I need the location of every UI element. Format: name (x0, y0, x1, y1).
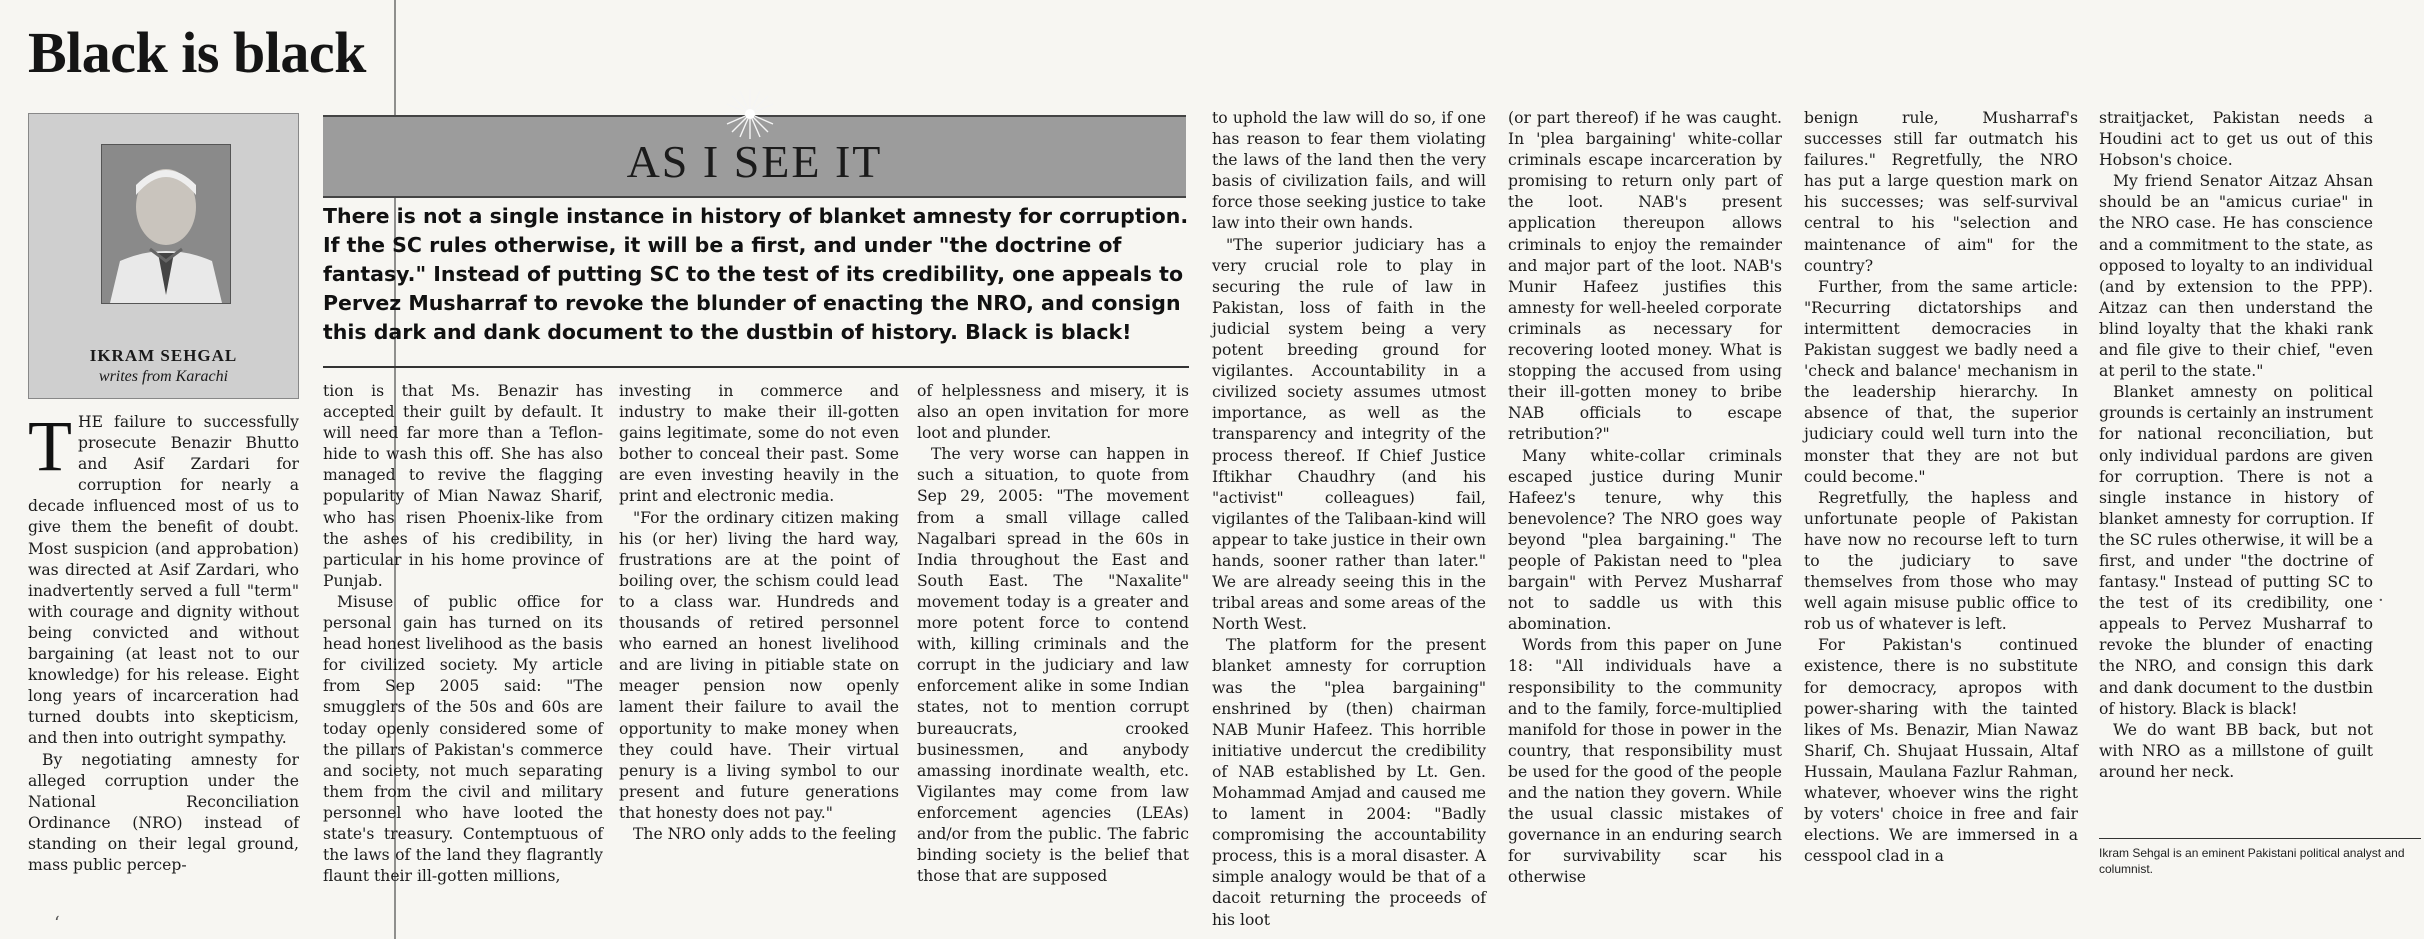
paragraph: Regretfully, the hapless and unfortunate people of Pakistan have now no recourse left to turn to the judiciary to save themselves from those who may well again misuse public office to rob us of whatever is left. (1804, 488, 2078, 634)
author-location: writes from Karachi (98, 368, 229, 385)
paragraph: "For the ordinary citizen making his (or her) living the hard way, frustrations are at the point of boiling over, the schism could lead to a class war. Hundreds and thousands of retired personnel who earned an honest livelihood and are living in pitiable state on meager pension now openly lament their failure to avail the opportunity to make money when they could have. Their virtual penury is a living symbol to our present and future generations that honesty does not pay." (619, 508, 899, 822)
paragraph: of helplessness and misery, it is also an open invitation for more loot and plunder. (917, 382, 1189, 443)
author-name: IKRAM SEHGAL (89, 346, 238, 365)
paragraph: "The superior judiciary has a very crucial role to play in securing the rule of law in Pakistan, loss of faith in the judicial system being a very potent breeding ground for vigilantes. Accountability in a civilized society assumes utmost importance, as well as the transparency and integrity of the process thereof. If Chief Justice Iftikhar Chaudhry (and his "activist" colleagues) fail, vigilantes of the Talibaan-kind will appear to take justice in their own hands, sooner rather than later." We are already seeing this in the tribal areas and some areas of the North West. (1212, 235, 1486, 634)
paragraph: to uphold the law will do so, if one has reason to fear them violating the laws of the land then the very basis of civilization fails, and will force those seeking justice to take law into their own hands. (1212, 109, 1486, 233)
paragraph: Further, from the same article: "Recurring dictatorships and intermittent democracies in Pakistan suggest we badly need a 'check and balance' mechanism in the leadership hierarchy. In absence of that, the superior judiciary could well turn into the monster that they are not but could become." (1804, 277, 2078, 486)
paragraph: Misuse of public office for personal gain has turned on its head honest livelihood as the basis for civilized society. My article from Sep 2005 said: "The smugglers of the 50s and 60s are today openly considered some of the pillars of Pakistan's commerce and society, not much separating them from the civil and military personnel who have looted the state's treasury. Contemptuous of the laws of the land they flagrantly flaunt their ill-gotten millions, (323, 592, 603, 886)
paragraph: investing in commerce and industry to make their ill-gotten gains legitimate, some do not even bother to conceal their past. Some are even investing heavily in the print and electronic media. (619, 382, 899, 506)
paragraph: benign rule, Musharraf's successes still far outmatch his failures." Regretfully, the NRO has put a large question mark on his successes; was self-survival central to his "selection and maintenance of aim" for the country? (1804, 109, 2078, 275)
paragraph: tion is that Ms. Benazir has accepted their guilt by default. It will need far more than a Teflon-hide to wash this off. She has also managed to revive the flagging popularity of Mian Nawaz Sharif, who has risen Phoenix-like from the ashes of his credibility, in particular in his home province of Punjab. (323, 382, 603, 590)
paragraph: straitjacket, Pakistan needs a Houdini act to get us out of this Hobson's choice. (2099, 109, 2373, 170)
portrait-image (102, 145, 230, 303)
article-column-3 (619, 381, 899, 845)
article-column-6 (1508, 108, 1782, 888)
paragraph: For Pakistan's continued existence, there is no substitute for democracy, apropos with power-sharing with the tainted likes of Ms. Benazir, Mian Nawaz Sharif, Ch. Shujaat Hussain, Altaf Hussain, Maulana Fazlur Rahman, whatever, whoever wins the right by voters' choice in free and fair elections. We are immersed in a cesspool clad in a (1804, 636, 2078, 866)
paragraph: Blanket amnesty on political grounds is certainly an instrument for national reconciliation, but only individual pardons are given for corruption. There is not a single instance in history of blanket amnesty for corruption. If the SC rules otherwise, it will be a first, and under "the doctrine of fantasy." Instead of putting SC to the test of its credibility, one appeals to Pervez Musharraf to revoke the blunder of enacting the NRO, and consign this dark and dank document to the dustbin of history. Black is black! (2099, 383, 2373, 718)
article-column-4 (917, 381, 1189, 887)
article-column-8 (2099, 108, 2373, 783)
paragraph-text: HE failure to successfully prosecute Benazir Bhutto and Asif Zardari for corruption for nearly a decade influenced most of us to give them the benefit of doubt. Most suspicion (and approbation) was directed at Asif Zardari, who inadvertently served a full "term" with courage and dignity without being convicted and without bargaining (at least not to our knowledge) for his release. Eight long years of incarceration had turned doubts into skepticism, and then into outright sympathy. (28, 413, 299, 748)
paragraph: The very worse can happen in such a situation, to quote from Sep 29, 2005: "The movement from a small village called Nagalbari spread in the 60s in India throughout the East and South East. The "Naxalite" movement today is a greater and more potent force to contend with, killing criminals and the corrupt in the judiciary and law enforcement alike in some Indian states, not to mention corrupt bureaucrats, crooked businessmen, and anybody amassing inordinate wealth, etc. Vigilantes may come from law enforcement agencies (LEAs) and/or from the public. The fabric binding society is the belief that those that are supposed (917, 445, 1189, 886)
section-banner (323, 115, 1186, 198)
article-column-2 (323, 381, 603, 887)
paragraph: Words from this paper on June 18: "All individuals have a responsibility to the community and to the family, force-multiplied manifold for those in power in the country, that responsibility must be used for the good of the people and the nation they govern. While the usual classic mistakes of governance in an enduring search for survivability scar his otherwise (1508, 636, 1782, 887)
article-deck: There is not a single instance in history of blanket amnesty for corruption. If the SC rules otherwise, it will be a first, and under "the doctrine of fantasy." Instead of putting SC to the test of its credibility, one appeals to Pervez Musharraf to revoke the blunder of enacting the NRO, and consign this dark and dank document to the dustbin of history. Black is black! (323, 204, 1189, 344)
section-title: AS I SEE IT (626, 136, 883, 187)
paragraph: We do want BB back, but not with NRO as a millstone of guilt around her neck. (2099, 720, 2373, 781)
paragraph (28, 406, 299, 750)
paragraph: Many white-collar criminals escaped justice during Munir Hafeez's tenure, why this benevolence? The NRO goes way beyond "plea bargaining." The people of Pakistan need to "plea bargain" with Pervez Musharraf not to saddle us with this abomination. (1508, 446, 1782, 634)
article-column-7 (1804, 108, 2078, 867)
paragraph: The platform for the present blanket amnesty for corruption was the "plea bargaining" enshrined by (then) chairman NAB Munir Hafeez. This horrible initiative undercut the credibility of NAB established by Lt. Gen. Mohammad Amjad and caused me to lament in 2004: "Badly compromising the accountability process, this is a moral disaster. A simple analogy would be that of a dacoit returning the proceeds of his loot (1212, 636, 1486, 929)
deck-divider (323, 366, 1189, 368)
paragraph: By negotiating amnesty for alleged corruption under the National Reconciliation Ordinance (NRO) instead of standing on their legal ground, mass public percep- (28, 750, 299, 874)
author-box (28, 113, 299, 399)
author-portrait (101, 144, 231, 304)
paragraph: (or part thereof) if he was caught. In 'plea bargaining' white-collar criminals escape incarceration by promising to return only part of the loot. NAB's present application thereupon allows criminals to enjoy the remainder and major part of the loot. NAB's Munir Hafeez justifies this amnesty for well-heeled corporate criminals as necessary for recovering looted money. What is stopping the accused from using their ill-gotten money to bribe NAB officials to escape retribution?" (1508, 109, 1782, 444)
starburst-icon (723, 87, 777, 141)
article-column-5 (1212, 108, 1486, 931)
paragraph: The NRO only adds to the feeling (633, 824, 897, 843)
scan-mark: ʻ (54, 913, 60, 934)
scan-mark: · (2378, 590, 2384, 611)
author-bio: Ikram Sehgal is an eminent Pakistani political analyst and columnist. (2099, 838, 2421, 877)
headline: Black is black (28, 20, 366, 85)
drop-cap: T (28, 406, 72, 486)
paragraph: My friend Senator Aitzaz Ahsan should be an "amicus curiae" in the NRO case. He has conscience and a commitment to the state, as opposed to loyalty to an individual (and by extension to the PPP). Aitzaz can then understand the blind loyalty that the khaki rank and file give to their chief, "even at peril to the state." (2099, 172, 2373, 381)
article-column-1 (28, 406, 299, 876)
